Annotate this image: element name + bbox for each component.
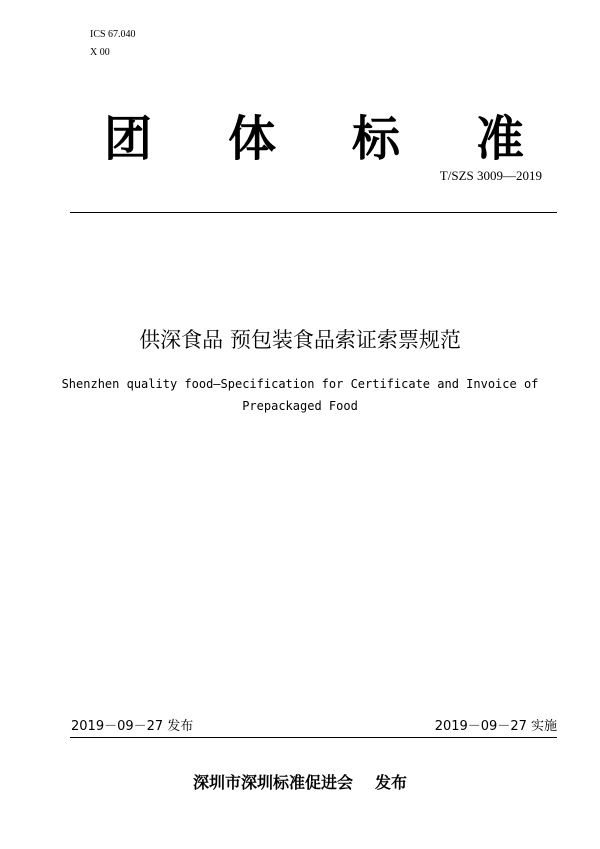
english-title-line-1: Shenzhen quality food—Specification for Certificate and Invoice of — [61, 377, 539, 391]
issuer-name: 深圳市深圳标准促进会 — [192, 773, 353, 792]
standard-code: T/SZS 3009—2019 — [439, 168, 542, 183]
chinese-title: 供深食品 预包装食品索证索票规范 — [139, 328, 461, 352]
implementation-date: 2019－09－27 实施 — [434, 719, 557, 734]
issue-date: 2019－09－27 发布 — [71, 719, 194, 734]
english-title-line-2: Prepackaged Food — [242, 399, 358, 413]
standard-type-char: 标 — [351, 111, 400, 167]
classification-code: X 00 — [90, 47, 110, 58]
ics-number: ICS 67.040 — [90, 29, 136, 40]
standard-type-char: 准 — [475, 111, 524, 167]
bottom-divider — [70, 737, 557, 738]
issuer-line — [0, 773, 600, 793]
top-divider — [70, 212, 557, 213]
standard-type-char: 体 — [227, 111, 276, 167]
standard-type-heading — [104, 112, 524, 166]
issuer-action: 发布 — [375, 773, 408, 792]
standard-type-char: 团 — [104, 111, 153, 167]
